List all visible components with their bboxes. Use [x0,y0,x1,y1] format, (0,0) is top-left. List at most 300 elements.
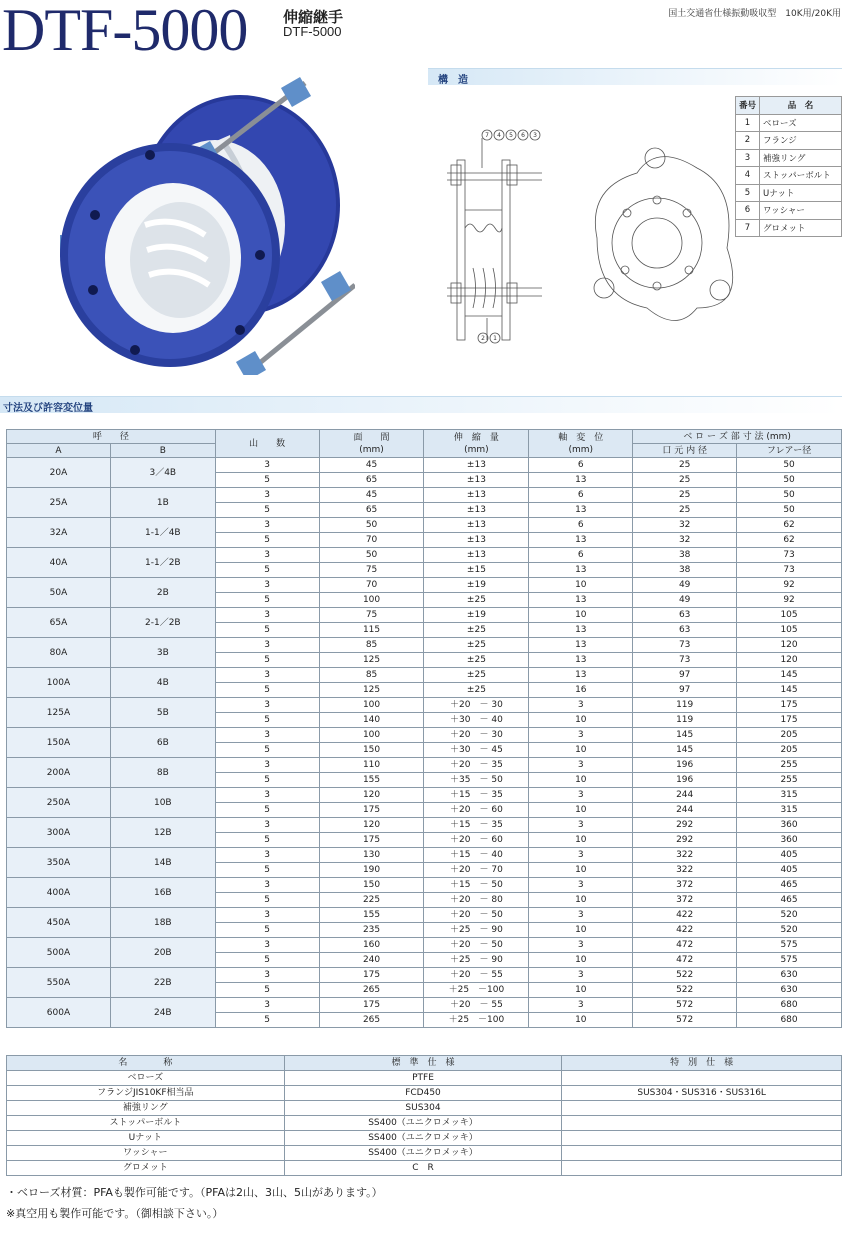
flare-diameter: 315 [737,803,842,818]
peaks: 3 [215,548,319,563]
nominal-a: 150A [7,728,111,758]
header-axial [529,430,633,458]
axial-offset: 13 [529,653,633,668]
axial-offset: 3 [529,698,633,713]
inner-diameter: 32 [633,518,737,533]
nominal-a: 500A [7,938,111,968]
part-name: フランジ [760,132,842,150]
dimension-table [6,429,842,1028]
inner-diameter: 25 [633,503,737,518]
inner-diameter: 73 [633,653,737,668]
stroke: ＋20 － 55 [424,968,529,983]
axial-offset: 3 [529,728,633,743]
nominal-a: 400A [7,878,111,908]
spec-name: ベローズ [7,1071,285,1086]
header-inner: 口 元 内 径 [633,444,737,458]
inner-diameter: 38 [633,548,737,563]
nominal-a: 350A [7,848,111,878]
nominal-b: 8B [110,758,215,788]
peaks: 5 [215,803,319,818]
nominal-b: 18B [110,908,215,938]
table-row [7,518,842,533]
stroke: ＋20 － 80 [424,893,529,908]
flare-diameter: 205 [737,728,842,743]
inner-diameter: 422 [633,908,737,923]
axial-offset: 13 [529,668,633,683]
peaks: 5 [215,983,319,998]
part-name: ストッパーボルト [760,167,842,185]
stroke: ±13 [424,548,529,563]
peaks: 5 [215,503,319,518]
spec-row [7,1071,842,1086]
stroke: ＋30 － 40 [424,713,529,728]
callout-6: 6 [521,132,525,139]
axial-offset: 3 [529,818,633,833]
stroke: ±25 [424,653,529,668]
axial-offset: 10 [529,743,633,758]
axial-offset: 13 [529,623,633,638]
peaks: 3 [215,668,319,683]
axial-offset: 16 [529,683,633,698]
inner-diameter: 145 [633,728,737,743]
flare-diameter: 105 [737,623,842,638]
parts-table [735,96,842,237]
stroke: ±25 [424,623,529,638]
nominal-a: 40A [7,548,111,578]
nominal-b: 4B [110,668,215,698]
parts-row [736,114,842,132]
flare-diameter: 145 [737,683,842,698]
parts-row [736,184,842,202]
axial-offset: 13 [529,533,633,548]
spec-name: 補強リング [7,1101,285,1116]
spec-row [7,1086,842,1101]
inner-diameter: 49 [633,593,737,608]
table-row [7,728,842,743]
spec-special [562,1161,842,1176]
table-row [7,848,842,863]
parts-row [736,132,842,150]
inner-diameter: 572 [633,998,737,1013]
inner-diameter: 572 [633,1013,737,1028]
axial-offset: 10 [529,863,633,878]
inner-diameter: 372 [633,878,737,893]
part-name: グロメット [760,219,842,237]
header-face [319,430,424,458]
axial-offset: 6 [529,518,633,533]
inner-diameter: 97 [633,683,737,698]
flare-diameter: 360 [737,833,842,848]
peaks: 5 [215,653,319,668]
header-face-unit: (mm) [359,444,384,455]
nominal-b: 22B [110,968,215,998]
peaks: 5 [215,863,319,878]
peaks: 5 [215,953,319,968]
peaks: 3 [215,788,319,803]
peaks: 5 [215,893,319,908]
spec-standard: SS400（ユニクロメッキ） [284,1146,562,1161]
spec-standard: C R [284,1161,562,1176]
flare-diameter: 62 [737,533,842,548]
table-row [7,998,842,1013]
peaks: 5 [215,773,319,788]
inner-diameter: 49 [633,578,737,593]
spec-name: ワッシャー [7,1146,285,1161]
header-bellows: ベ ロ ー ズ 部 寸 法 (mm) [633,430,842,444]
peaks: 3 [215,578,319,593]
flare-diameter: 50 [737,488,842,503]
stroke: ＋20 － 50 [424,938,529,953]
face-length: 85 [319,668,424,683]
peaks: 3 [215,458,319,473]
dimensions-band [0,396,842,413]
face-length: 100 [319,593,424,608]
stroke: ＋20 － 35 [424,758,529,773]
callout-4: 4 [497,132,501,139]
nominal-a: 80A [7,638,111,668]
structure-band [428,68,842,85]
nominal-b: 1B [110,488,215,518]
spec-table [6,1055,842,1176]
spec-header-standard: 標 準 仕 様 [284,1056,562,1071]
axial-offset: 3 [529,758,633,773]
axial-offset: 3 [529,788,633,803]
peaks: 5 [215,533,319,548]
flare-diameter: 62 [737,518,842,533]
inner-diameter: 119 [633,698,737,713]
axial-offset: 10 [529,578,633,593]
axial-offset: 10 [529,923,633,938]
nominal-b: 14B [110,848,215,878]
flare-diameter: 120 [737,653,842,668]
face-length: 265 [319,983,424,998]
face-length: 50 [319,548,424,563]
peaks: 5 [215,713,319,728]
spec-standard: SS400（ユニクロメッキ） [284,1116,562,1131]
stroke: ±25 [424,683,529,698]
inner-diameter: 244 [633,803,737,818]
stroke: ±13 [424,488,529,503]
inner-diameter: 38 [633,563,737,578]
peaks: 5 [215,923,319,938]
stroke: ＋25 －100 [424,1013,529,1028]
part-name: ベローズ [760,114,842,132]
header-stroke-unit: (mm) [464,444,489,455]
parts-header-name: 品 名 [760,97,842,115]
stroke: ±15 [424,563,529,578]
peaks: 3 [215,908,319,923]
axial-offset: 10 [529,983,633,998]
nominal-b: 12B [110,818,215,848]
flare-diameter: 120 [737,638,842,653]
flare-diameter: 50 [737,473,842,488]
spec-standard: PTFE [284,1071,562,1086]
axial-offset: 13 [529,638,633,653]
stroke: ＋15 － 35 [424,818,529,833]
nominal-a: 125A [7,698,111,728]
axial-offset: 3 [529,908,633,923]
face-length: 70 [319,578,424,593]
axial-offset: 3 [529,968,633,983]
header-stroke [424,430,529,458]
stroke: ＋20 － 60 [424,803,529,818]
nominal-a: 600A [7,998,111,1028]
face-length: 175 [319,803,424,818]
peaks: 3 [215,878,319,893]
inner-diameter: 63 [633,608,737,623]
inner-diameter: 292 [633,818,737,833]
nominal-b: 1-1／2B [110,548,215,578]
face-length: 85 [319,638,424,653]
flare-diameter: 520 [737,908,842,923]
spec-row [7,1116,842,1131]
peaks: 5 [215,593,319,608]
axial-offset: 13 [529,503,633,518]
face-length: 240 [319,953,424,968]
peaks: 3 [215,818,319,833]
nominal-a: 20A [7,458,111,488]
face-length: 75 [319,608,424,623]
axial-offset: 3 [529,848,633,863]
inner-diameter: 422 [633,923,737,938]
nominal-a: 450A [7,908,111,938]
table-row [7,488,842,503]
face-length: 115 [319,623,424,638]
product-code: DTF-5000 [283,24,342,39]
face-length: 235 [319,923,424,938]
inner-diameter: 119 [633,713,737,728]
flare-diameter: 73 [737,548,842,563]
stroke: ＋20 － 30 [424,698,529,713]
stroke: ＋15 － 50 [424,878,529,893]
part-number: 5 [736,184,760,202]
spec-special [562,1071,842,1086]
spec-standard: SUS304 [284,1101,562,1116]
header-a: A [7,444,111,458]
axial-offset: 3 [529,878,633,893]
table-row [7,668,842,683]
peaks: 3 [215,728,319,743]
axial-offset: 13 [529,563,633,578]
flare-diameter: 360 [737,818,842,833]
face-length: 65 [319,473,424,488]
stroke: ±13 [424,533,529,548]
stroke: ±13 [424,458,529,473]
peaks: 3 [215,698,319,713]
flare-diameter: 205 [737,743,842,758]
nominal-a: 300A [7,818,111,848]
flare-diameter: 50 [737,458,842,473]
axial-offset: 10 [529,608,633,623]
spec-special [562,1116,842,1131]
face-length: 120 [319,788,424,803]
inner-diameter: 472 [633,953,737,968]
stroke: ＋25 － 90 [424,953,529,968]
inner-diameter: 196 [633,758,737,773]
inner-diameter: 244 [633,788,737,803]
stroke: ＋30 － 45 [424,743,529,758]
table-row [7,698,842,713]
inner-diameter: 25 [633,458,737,473]
callout-7: 7 [485,132,489,139]
face-length: 225 [319,893,424,908]
peaks: 5 [215,1013,319,1028]
inner-diameter: 292 [633,833,737,848]
nominal-a: 550A [7,968,111,998]
axial-offset: 6 [529,548,633,563]
spec-row [7,1161,842,1176]
flare-diameter: 575 [737,953,842,968]
peaks: 5 [215,833,319,848]
inner-diameter: 25 [633,488,737,503]
flare-diameter: 680 [737,998,842,1013]
peaks: 3 [215,848,319,863]
face-length: 265 [319,1013,424,1028]
face-length: 150 [319,878,424,893]
nominal-b: 3B [110,638,215,668]
peaks: 5 [215,683,319,698]
callout-1: 1 [493,335,497,342]
note-vacuum: ※真空用も製作可能です。（御相談下さい。） [6,1207,224,1220]
stroke: ＋20 － 70 [424,863,529,878]
stroke: ＋25 －100 [424,983,529,998]
peaks: 3 [215,638,319,653]
peaks: 5 [215,563,319,578]
nominal-a: 200A [7,758,111,788]
peaks: 5 [215,623,319,638]
part-number: 6 [736,202,760,220]
flare-diameter: 175 [737,698,842,713]
part-number: 4 [736,167,760,185]
nominal-a: 32A [7,518,111,548]
axial-offset: 10 [529,833,633,848]
spec-row [7,1131,842,1146]
face-length: 160 [319,938,424,953]
spec-name: グロメット [7,1161,285,1176]
header-axial-unit: (mm) [568,444,594,455]
flare-diameter: 465 [737,878,842,893]
structure-label: 構 造 [438,75,468,86]
nominal-a: 65A [7,608,111,638]
axial-offset: 10 [529,893,633,908]
face-length: 125 [319,653,424,668]
header-axial-label: 軸 変 位 [558,432,604,443]
note-pfa: ・ベローズ材質：PFAも製作可能です。（PFAは2山、3山、5山があります。） [6,1186,383,1199]
part-number: 7 [736,219,760,237]
table-row [7,908,842,923]
nominal-b: 2B [110,578,215,608]
nominal-b: 24B [110,998,215,1028]
flare-diameter: 520 [737,923,842,938]
header-peaks: 山 数 [215,430,319,458]
header-face-label: 面 間 [353,432,390,443]
part-name: 補強リング [760,149,842,167]
stroke: ＋20 － 55 [424,998,529,1013]
spec-row [7,1146,842,1161]
axial-offset: 3 [529,998,633,1013]
stroke: ＋20 － 30 [424,728,529,743]
axial-offset: 10 [529,773,633,788]
table-row [7,638,842,653]
stroke: ＋15 － 40 [424,848,529,863]
table-row [7,878,842,893]
face-length: 120 [319,818,424,833]
flare-diameter: 680 [737,1013,842,1028]
stroke: ＋20 － 60 [424,833,529,848]
flare-diameter: 73 [737,563,842,578]
flare-diameter: 255 [737,773,842,788]
flare-diameter: 630 [737,983,842,998]
spec-header-special: 特 別 仕 様 [562,1056,842,1071]
table-row [7,458,842,473]
flare-diameter: 405 [737,848,842,863]
dimensions-label: 寸法及び許容変位量 [3,403,93,414]
peaks: 3 [215,938,319,953]
part-name: ワッシャー [760,202,842,220]
header-nominal: 呼 径 [7,430,216,444]
axial-offset: 6 [529,458,633,473]
table-row [7,788,842,803]
face-length: 100 [319,698,424,713]
nominal-b: 3／4B [110,458,215,488]
flare-diameter: 92 [737,593,842,608]
face-length: 190 [319,863,424,878]
part-number: 1 [736,114,760,132]
stroke: ±13 [424,503,529,518]
stroke: ±25 [424,638,529,653]
axial-offset: 10 [529,803,633,818]
callout-2: 2 [481,335,485,342]
face-length: 155 [319,773,424,788]
nominal-b: 1-1／4B [110,518,215,548]
table-row [7,968,842,983]
face-length: 50 [319,518,424,533]
flare-diameter: 145 [737,668,842,683]
table-row [7,938,842,953]
face-length: 130 [319,848,424,863]
face-length: 100 [319,728,424,743]
table-row [7,578,842,593]
product-photo [55,75,355,375]
nominal-b: 16B [110,878,215,908]
flare-diameter: 315 [737,788,842,803]
face-length: 45 [319,458,424,473]
header-stroke-label: 伸 縮 量 [453,432,499,443]
peaks: 3 [215,998,319,1013]
nominal-a: 100A [7,668,111,698]
peaks: 3 [215,608,319,623]
parts-row [736,149,842,167]
structure-diagram [437,118,737,348]
parts-row [736,167,842,185]
stroke: ±25 [424,668,529,683]
inner-diameter: 32 [633,533,737,548]
nominal-b: 20B [110,938,215,968]
page-title: DTF-5000 [2,0,248,63]
stroke: ±13 [424,518,529,533]
spec-standard: FCD450 [284,1086,562,1101]
parts-header-no: 番号 [736,97,760,115]
header-b: B [110,444,215,458]
flare-diameter: 465 [737,893,842,908]
nominal-a: 250A [7,788,111,818]
stroke: ±19 [424,578,529,593]
axial-offset: 6 [529,488,633,503]
product-name: 伸縮継手 [283,8,344,26]
spec-standard: SS400（ユニクロメッキ） [284,1131,562,1146]
spec-name: フランジJIS10KF相当品 [7,1086,285,1101]
inner-diameter: 25 [633,473,737,488]
